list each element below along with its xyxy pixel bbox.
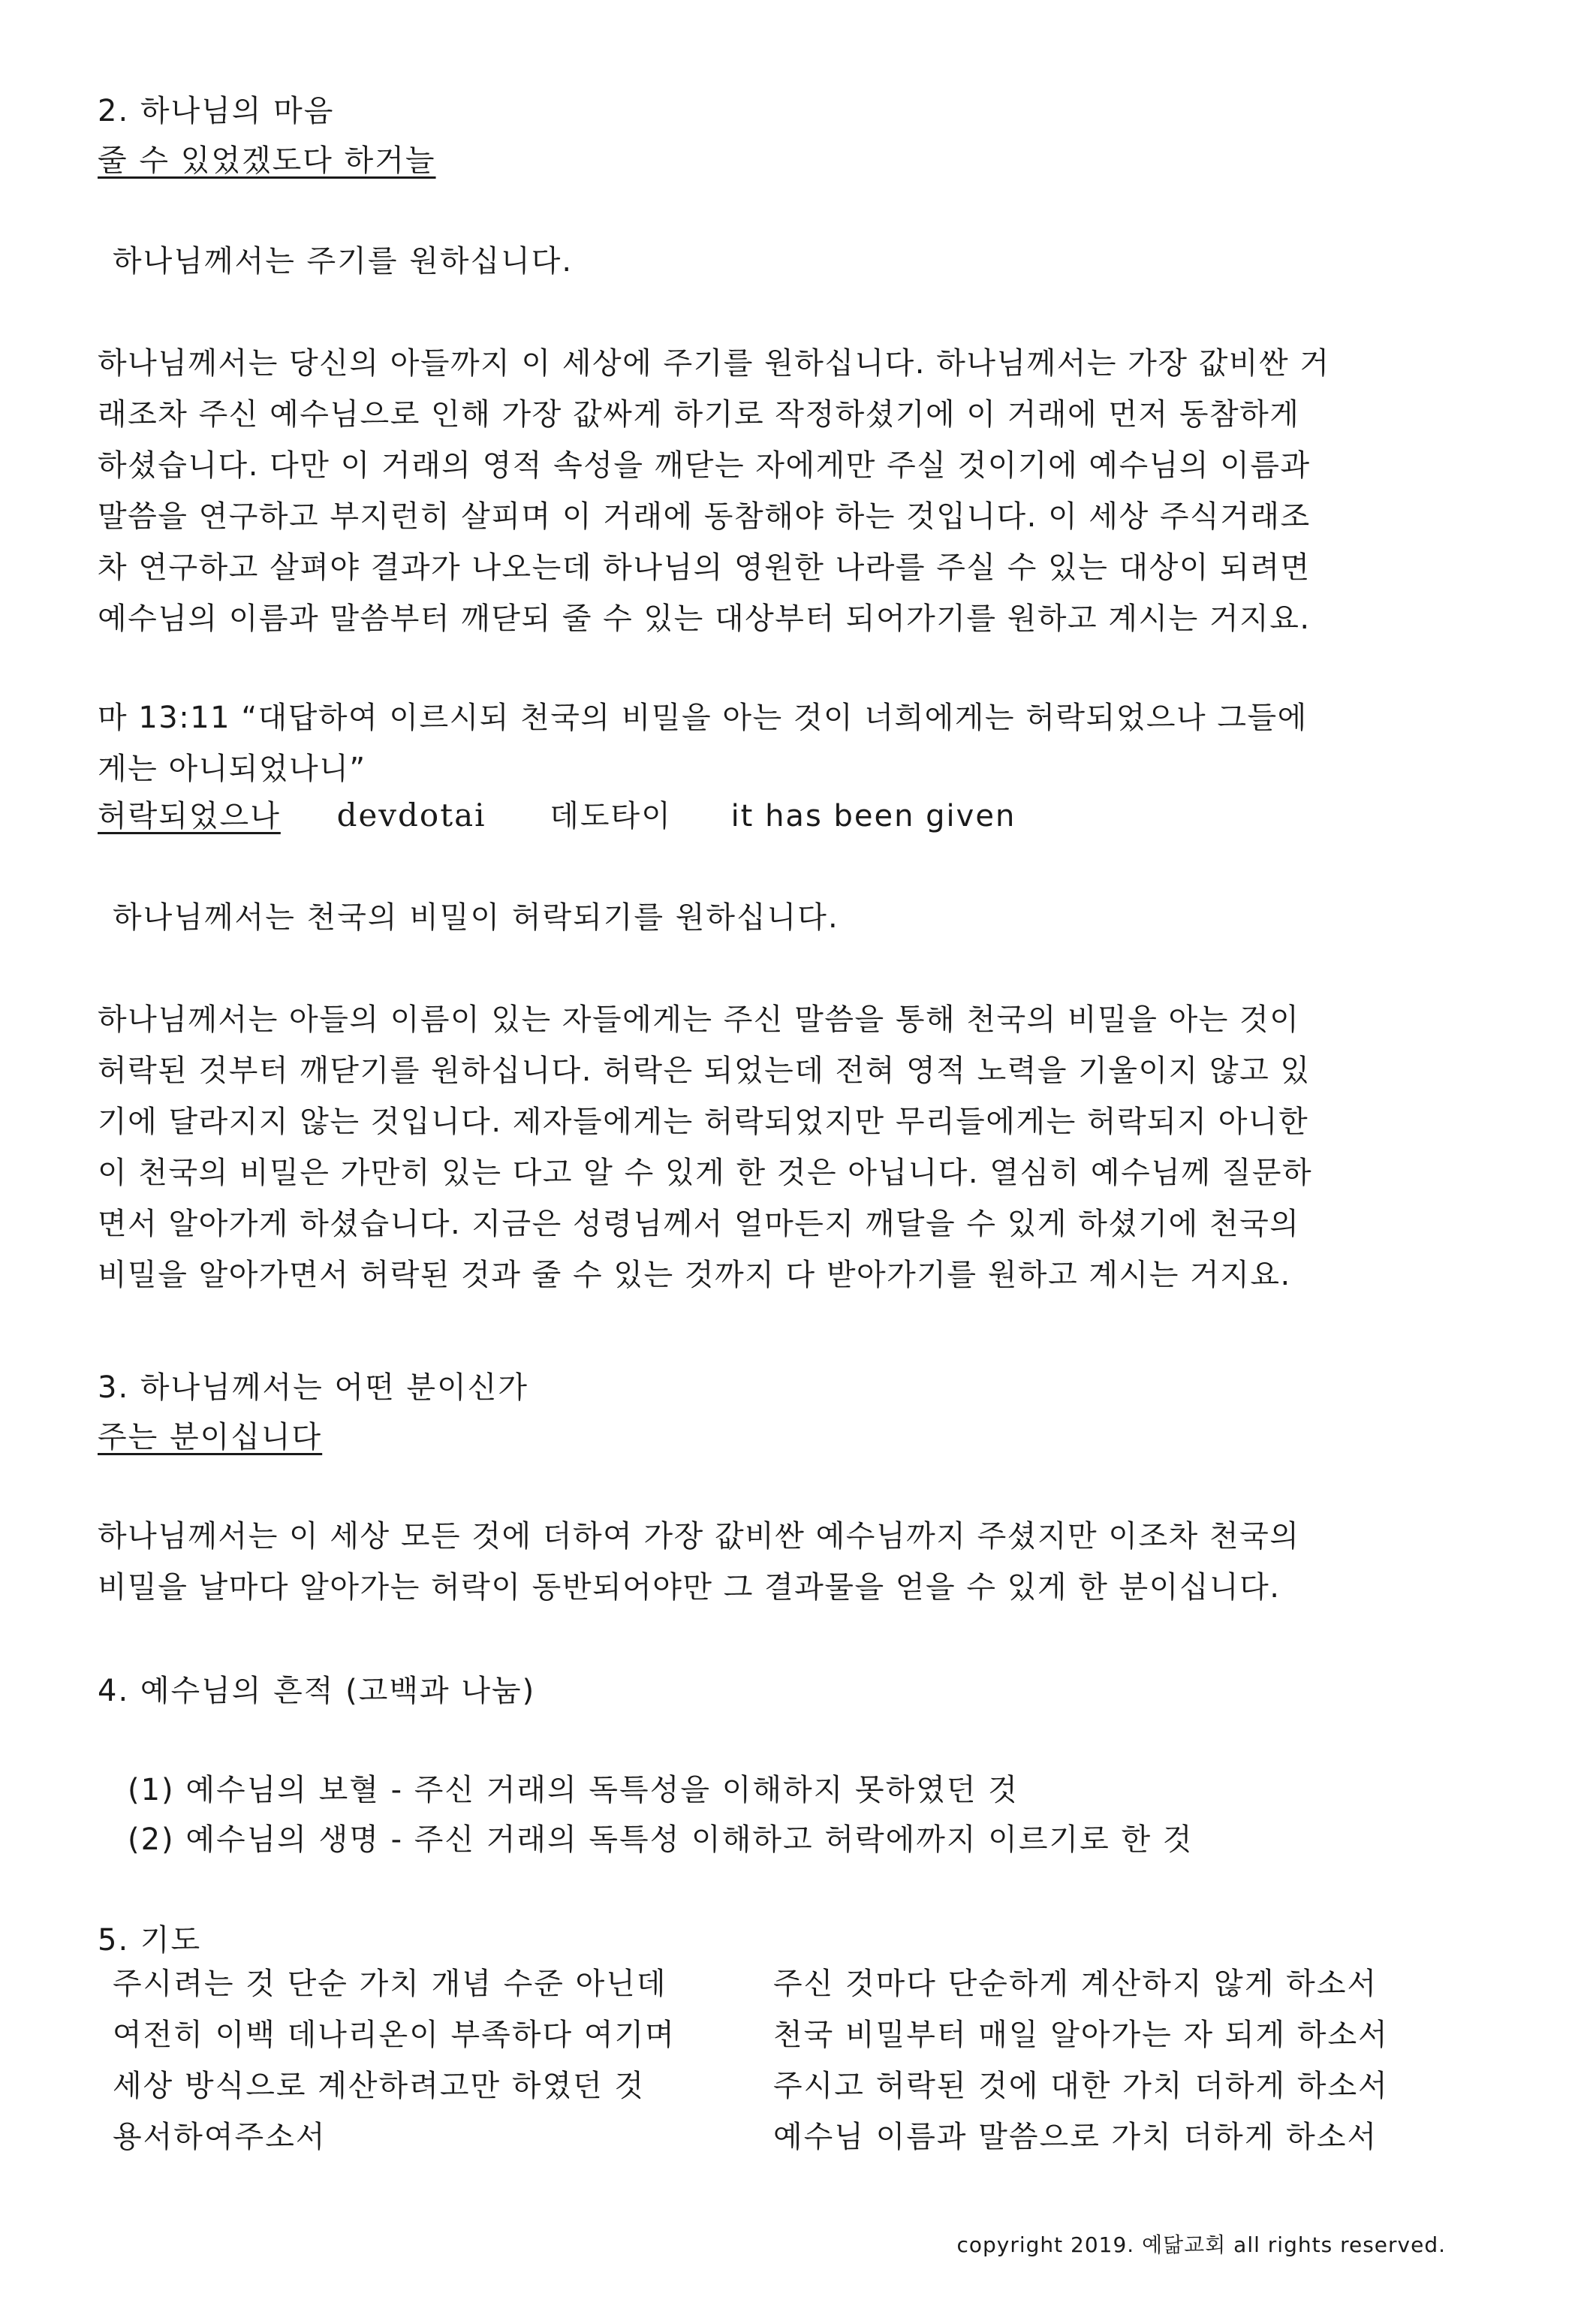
paragraph-line: 래조차 주신 예수님으로 인해 가장 값싸게 하기로 작정하셨기에 이 거래에 먼저 동참하게 <box>98 397 1300 432</box>
paragraph-line: 차 연구하고 살펴야 결과가 나오는데 하나님의 영원한 나라를 주실 수 있는 대상이 되려면 <box>98 550 1311 585</box>
section2-subheading: 줄 수 있었겠도다 하거늘 <box>98 143 436 178</box>
section2-heading: 2. 하나님의 마음 <box>98 94 335 128</box>
section3-paragraph <box>98 1511 1449 1613</box>
word-study-korean: 허락되었으나 <box>98 799 281 833</box>
prayer-line: 주신 것마다 단순하게 계산하지 않게 하소서 <box>773 1967 1378 2001</box>
paragraph-line: 기에 달라지지 않는 것입니다. 제자들에게는 허락되었지만 무리들에게는 허락되지 아니한 <box>98 1105 1309 1139</box>
section3-subheading: 주는 분이십니다 <box>98 1420 323 1454</box>
paragraph-line: 하셨습니다. 다만 이 거래의 영적 속성을 깨닫는 자에게만 주실 것이기에 예수님의 이름과 <box>98 448 1311 483</box>
section2-verse <box>98 692 1449 794</box>
copyright-footer: copyright 2019. 예닮교회 all rights reserved. <box>956 2232 1446 2257</box>
prayer-line: 세상 방식으로 계산하려고만 하였던 것 <box>113 2069 646 2103</box>
prayer-line: 용서하여주소서 <box>113 2120 327 2154</box>
paragraph-line: 하나님께서는 아들의 이름이 있는 자들에게는 주신 말씀을 통해 천국의 비밀을 아는 것이 <box>98 1002 1300 1037</box>
prayer-line: 주시고 허락된 것에 대한 가치 더하게 하소서 <box>773 2069 1389 2103</box>
section2-paragraph1 <box>98 338 1449 644</box>
word-study-greek: devdotai <box>336 797 486 833</box>
prayer-line: 천국 비밀부터 매일 알아가는 자 되게 하소서 <box>773 2018 1389 2052</box>
section2-lead: 하나님께서는 주기를 원하십니다. <box>113 244 574 279</box>
verse-line: 마 13:11 “대답하여 이르시되 천국의 비밀을 아는 것이 너희에게는 허락되었으나 그들에 <box>98 701 1308 735</box>
verse-line: 게는 아니되었나니” <box>98 752 366 786</box>
word-study <box>98 796 1016 836</box>
prayer-left-column <box>113 1958 676 2163</box>
paragraph-line: 말씀을 연구하고 부지런히 살피며 이 거래에 동참해야 하는 것입니다. 이 세상 주식거래조 <box>98 499 1311 534</box>
prayer-line: 여전히 이백 데나리온이 부족하다 여기며 <box>113 2018 676 2052</box>
paragraph-line: 허락된 것부터 깨닫기를 원하십니다. 허락은 되었는데 전혀 영적 노력을 기울이지 않고 있 <box>98 1053 1311 1088</box>
section2-lead2: 하나님께서는 천국의 비밀이 허락되기를 원하십니다. <box>113 900 839 935</box>
paragraph-line: 면서 알아가게 하셨습니다. 지금은 성령님께서 얼마든지 깨달을 수 있게 하셨기에 천국의 <box>98 1207 1300 1241</box>
paragraph-line: 비밀을 날마다 알아가는 허락이 동반되어야만 그 결과물을 얻을 수 있게 한 분이십니다. <box>98 1570 1281 1605</box>
paragraph-line: 예수님의 이름과 말씀부터 깨닫되 줄 수 있는 대상부터 되어가기를 원하고 계시는 거지요. <box>98 601 1311 636</box>
prayer-right-column <box>773 1958 1389 2163</box>
prayer-line: 예수님 이름과 말씀으로 가치 더하게 하소서 <box>773 2120 1378 2154</box>
section4-item-2: (2) 예수님의 생명 - 주신 거래의 독특성 이해하고 허락에까지 이르기로 한 것 <box>128 1822 1194 1857</box>
section3-heading: 3. 하나님께서는 어떤 분이신가 <box>98 1370 528 1405</box>
section4-item-1: (1) 예수님의 보혈 - 주신 거래의 독특성을 이해하지 못하였던 것 <box>128 1773 1019 1807</box>
section5-heading: 5. 기도 <box>98 1923 202 1958</box>
paragraph-line: 이 천국의 비밀은 가만히 있는 다고 알 수 있게 한 것은 아닙니다. 열심히 예수님께 질문하 <box>98 1156 1313 1190</box>
section4-heading: 4. 예수님의 흔적 (고백과 나눔) <box>98 1674 536 1708</box>
word-study-transliteration: 데도타이 <box>550 799 672 833</box>
paragraph-line: 하나님께서는 이 세상 모든 것에 더하여 가장 값비싼 예수님까지 주셨지만 이조차 천국의 <box>98 1519 1300 1554</box>
paragraph-line: 하나님께서는 당신의 아들까지 이 세상에 주기를 원하십니다. 하나님께서는 가장 값비싼 거 <box>98 346 1330 381</box>
prayer-line: 주시려는 것 단순 가치 개념 수준 아닌데 <box>113 1967 667 2001</box>
paragraph-line: 비밀을 알아가면서 허락된 것과 줄 수 있는 것까지 다 받아가기를 원하고 계시는 거지요. <box>98 1258 1291 1292</box>
word-study-english: it has been given <box>730 799 1016 833</box>
section2-paragraph2 <box>98 994 1449 1301</box>
